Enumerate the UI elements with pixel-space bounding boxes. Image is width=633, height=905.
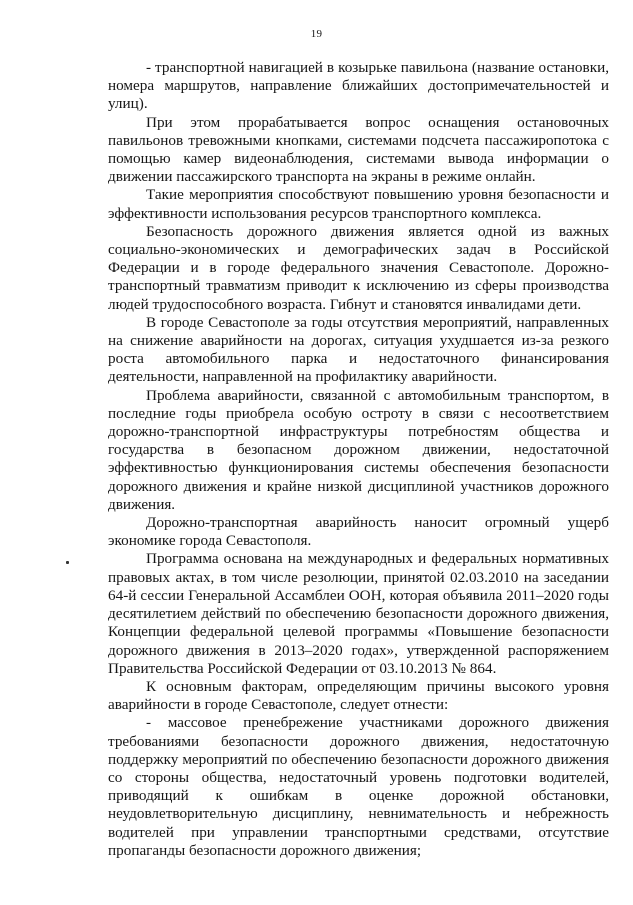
paragraph-accident-problem: Проблема аварийности, связанной с автомобильным транспортом, в последние годы приобрела особую остроту в связи с несоответствием дорожно-транспортной инфраструктуры потребностям общества и государства в безопасном дорожном движении, недостаточной эффективностью функционирования системы обеспечения безопасности дорожного движения и крайне низкой дисциплиной участников дорожного движения. — [108, 386, 609, 513]
paragraph-factor-item: - массовое пренебрежение участниками дорожного движения требованиями безопасности дорожного движения, недостаточную поддержку мероприятий по обеспечению безопасности дорожного движения со стороны общества, недостаточный уровень подготовки водителей, приводящий к ошибкам в оценке дорожной обстановки, неудовлетворительную дисциплину, невнимательность и небрежность водителей при управлении транспортными средствами, отсутствие пропаганды безопасности дорожного движения; — [108, 714, 609, 859]
paragraph-economic-damage: Дорожно-транспортная аварийность наносит огромный ущерб экономике города Севастополя. — [108, 514, 609, 550]
paragraph-navigation-item: - транспортной навигацией в козырьке павильона (название остановки, номера маршрутов, направление ближайших достопримечательностей и улиц). — [108, 59, 609, 113]
paragraph-safety-measures: Такие мероприятия способствуют повышению уровня безопасности и эффективности использования ресурсов транспортного комплекса. — [108, 186, 609, 222]
margin-mark — [66, 561, 69, 564]
paragraph-program-basis: Программа основана на международных и федеральных нормативных правовых актах, в том числе резолюции, принятой 02.03.2010 на заседании 64-й сессии Генеральной Ассамблеи ООН, которая объявила 2011–2020 годы десятилетием действий по обеспечению безопасности дорожного движения, Концепции федеральной целевой программы «Повышение безопасности дорожного движения в 2013–2020 годах», утвержденной распоряжением Правительства Российской Федерации от 03.10.2013 № 864. — [108, 550, 609, 677]
paragraph-pavilion-equipment: При этом прорабатывается вопрос оснащения остановочных павильонов тревожными кнопками, системами подсчета пассажиропотока с помощью камер видеонаблюдения, системами вывода информации о движении пассажирского транспорта на экраны в режиме онлайн. — [108, 113, 609, 186]
paragraph-road-safety-importance: Безопасность дорожного движения является одной из важных социально-экономических и демографических задач в Российской Федерации и в городе федерального значения Севастополе. Дорожно-транспортный травматизм приводит к исключению из сферы производства людей трудоспособного возраста. Гибнут и становятся инвалидами дети. — [108, 222, 609, 313]
paragraph-main-factors: К основным факторам, определяющим причины высокого уровня аварийности в городе Севастополе, следует отнести: — [108, 677, 609, 714]
page-number: 19 — [310, 28, 323, 40]
paragraph-sevastopol-situation: В городе Севастополе за годы отсутствия мероприятий, направленных на снижение аварийности на дорогах, ситуация ухудшается из-за резкого роста автомобильного парка и недостаточного финансирования деятельности, направленной на профилактику аварийности. — [108, 313, 609, 386]
document-body — [108, 59, 609, 860]
